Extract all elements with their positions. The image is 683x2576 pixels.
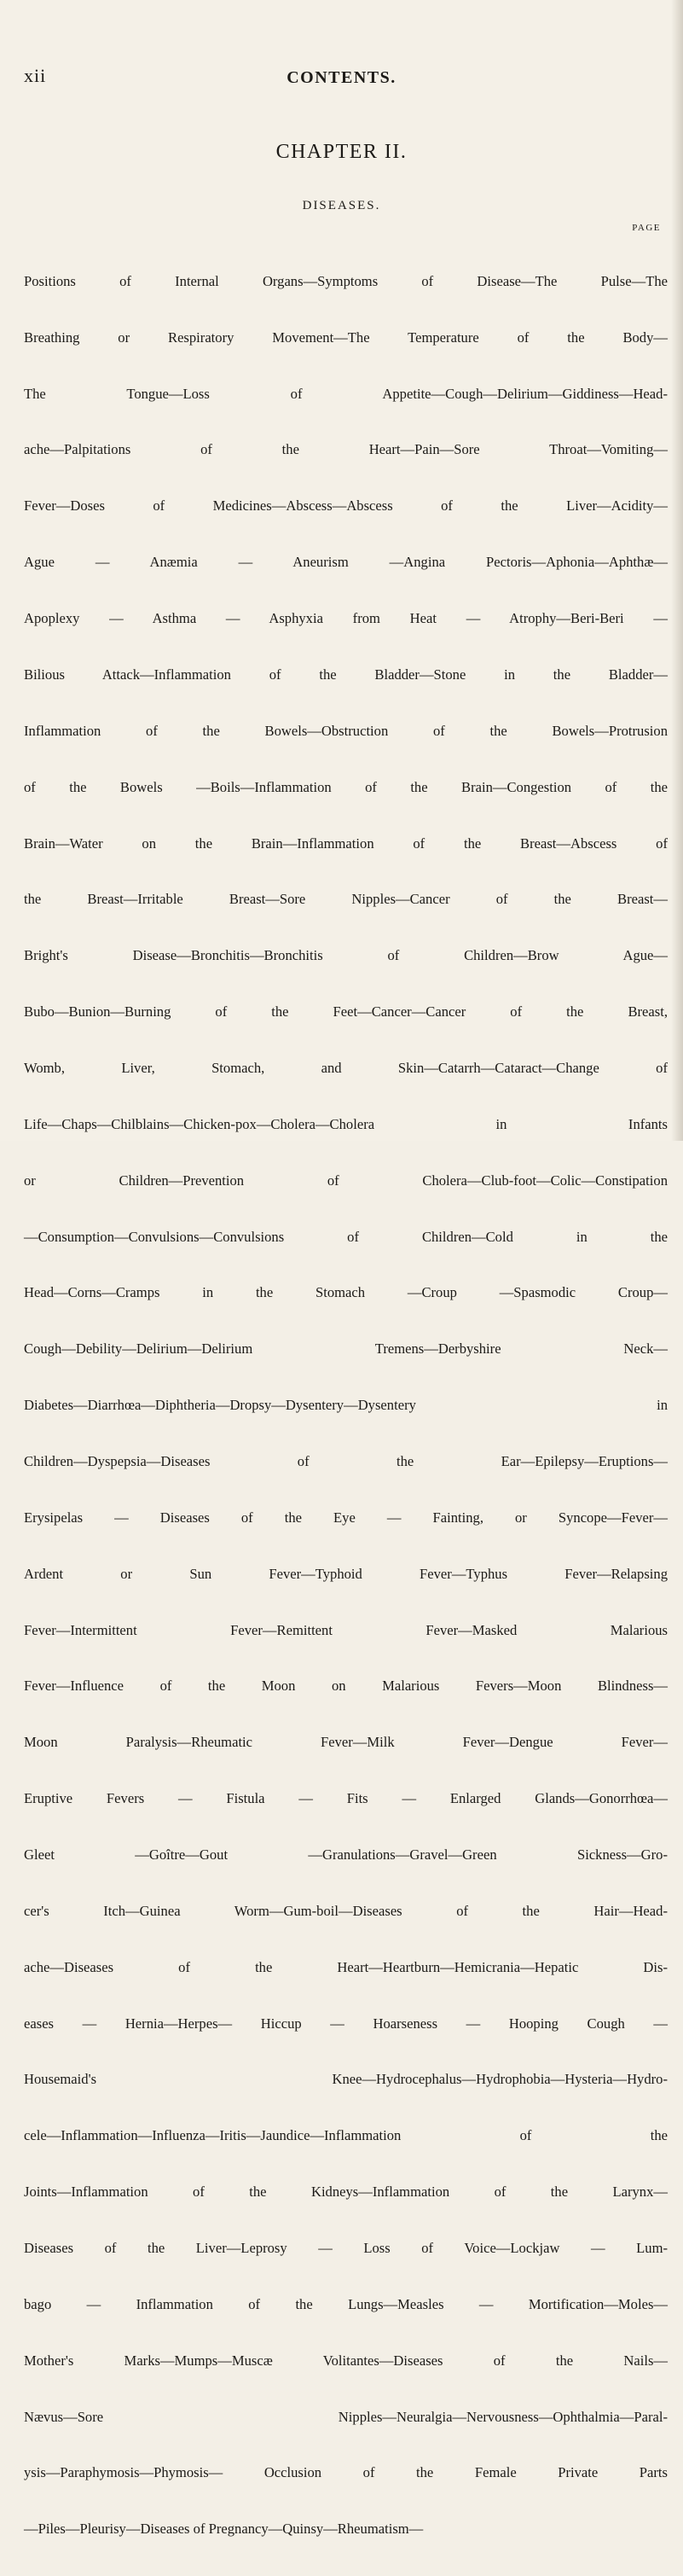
text-line: ache—Palpitations of the Heart—Pain—Sore Throat—Vomiting— (24, 441, 668, 458)
page-edge-shadow (671, 0, 683, 1141)
text-line: Fever—Intermittent Fever—Remittent Fever—Masked Malarious (24, 1621, 668, 1638)
text-line: Head—Corns—Cramps in the Stomach —Croup —Spasmodic Croup— (24, 1284, 668, 1301)
text-line: The Tongue—Loss of Appetite—Cough—Delirium—Giddiness—Head- (24, 385, 668, 402)
text-line: eases — Hernia—Herpes— Hiccup — Hoarseness — Hooping Cough — (24, 2015, 668, 2032)
text-line: Joints—Inflammation of the Kidneys—Inflammation of the Larynx— (24, 2183, 668, 2201)
text-line: Bubo—Bunion—Burning of the Feet—Cancer—Cancer of the Breast, (24, 1003, 668, 1021)
text-line: Cough—Debility—Delirium—Delirium Tremens—Derbyshire Neck— (24, 1340, 668, 1358)
page-column-label: PAGE (632, 223, 661, 233)
text-line: Housemaid's Knee—Hydrocephalus—Hydrophobia—Hysteria—Hydro- (24, 2071, 668, 2088)
text-line: bago — Inflammation of the Lungs—Measles — Mortification—Moles— (24, 2295, 668, 2312)
text-line: —Piles—Pleurisy—Diseases of Pregnancy—Quinsy—Rheumatism— (24, 2521, 424, 2538)
text-line: Mother's Marks—Mumps—Muscæ Volitantes—Diseases of the Nails— (24, 2352, 668, 2369)
text-line: ysis—Paraphymosis—Phymosis— Occlusion of the Female Private Parts (24, 2464, 668, 2481)
text-line: Gleet —Goître—Gout —Granulations—Gravel—Green Sickness—Gro- (24, 1846, 668, 1863)
page-number: xii (24, 65, 47, 86)
text-line: Children—Dyspepsia—Diseases of the Ear—Epilepsy—Eruptions— (24, 1452, 668, 1469)
text-line: Bright's Disease—Bronchitis—Bronchitis of Children—Brow Ague— (24, 947, 668, 964)
section-title: DISEASES. (302, 199, 381, 212)
text-line: Nævus—Sore Nipples—Neuralgia—Nervousness—Ophthalmia—Paral- (24, 2408, 668, 2425)
text-line: cer's Itch—Guinea Worm—Gum-boil—Diseases of the Hair—Head- (24, 1902, 668, 1919)
text-line: Brain—Water on the Brain—Inflammation of the Breast—Abscess of (24, 834, 668, 852)
text-line: Erysipelas — Diseases of the Eye — Fainting, or Syncope—Fever— (24, 1509, 668, 1526)
text-line: Breathing or Respiratory Movement—The Temperature of the Body— (24, 329, 668, 346)
text-line: Diseases of the Liver—Leprosy — Loss of Voice—Lockjaw — Lum- (24, 2239, 668, 2256)
chapter-title: CHAPTER II. (275, 141, 408, 163)
text-line: cele—Inflammation—Influenza—Iritis—Jaundice—Inflammation of the (24, 2127, 668, 2144)
text-line: or Children—Prevention of Cholera—Club-foot—Colic—Constipation (24, 1172, 668, 1189)
text-line: Ardent or Sun Fever—Typhoid Fever—Typhus Fever—Relapsing (24, 1565, 668, 1582)
text-line: Moon Paralysis—Rheumatic Fever—Milk Fever—Dengue Fever— (24, 1734, 668, 1751)
text-line: Fever—Influence of the Moon on Malarious Fevers—Moon Blindness— (24, 1678, 668, 1695)
text-line: Diabetes—Diarrhœa—Diphtheria—Dropsy—Dysentery—Dysentery in (24, 1397, 668, 1414)
text-line: Bilious Attack—Inflammation of the Bladder—Stone in the Bladder— (24, 666, 668, 683)
text-line: of the Bowels —Boils—Inflammation of the Brain—Congestion of the (24, 778, 668, 795)
text-line: the Breast—Irritable Breast—Sore Nipples—Cancer of the Breast— (24, 891, 668, 908)
text-line: Eruptive Fevers — Fistula — Fits — Enlarged Glands—Gonorrhœa— (24, 1790, 668, 1807)
text-line: Life—Chaps—Chilblains—Chicken-pox—Cholera—Cholera in Infants (24, 1115, 668, 1132)
text-line: Ague — Anæmia — Aneurism —Angina Pectoris—Aphonia—Aphthæ— (24, 554, 668, 571)
text-line: Inflammation of the Bowels—Obstruction of the Bowels—Protrusion (24, 722, 668, 739)
text-line: ache—Diseases of the Heart—Heartburn—Hemicrania—Hepatic Dis- (24, 1958, 668, 1975)
text-line: Fever—Doses of Medicines—Abscess—Abscess of the Liver—Acidity— (24, 497, 668, 515)
text-line: Womb, Liver, Stomach, and Skin—Catarrh—Cataract—Change of (24, 1059, 668, 1076)
running-head: CONTENTS. (287, 68, 396, 87)
text-line: —Consumption—Convulsions—Convulsions of Children—Cold in the (24, 1228, 668, 1245)
text-line: Positions of Internal Organs—Symptoms of Disease—The Pulse—The (24, 272, 668, 289)
text-line: Apoplexy — Asthma — Asphyxia from Heat — Atrophy—Beri-Beri — (24, 610, 668, 627)
contents-paragraph (24, 235, 668, 2576)
